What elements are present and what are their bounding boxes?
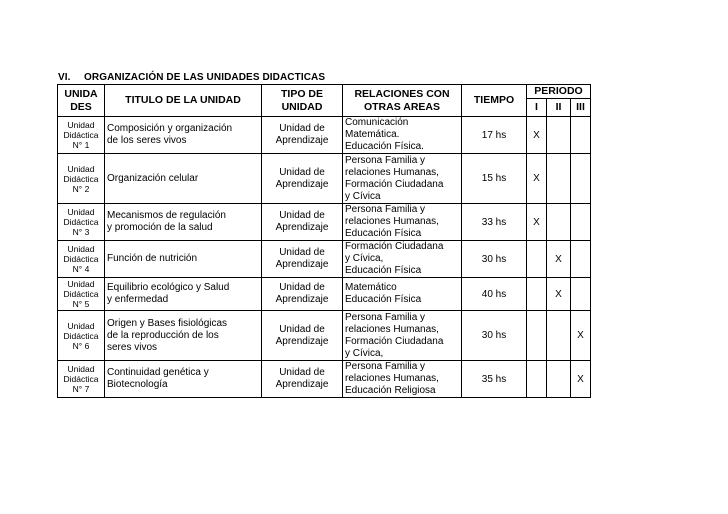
type-cell-line: Unidad de <box>279 323 325 335</box>
section-title: ORGANIZACIÓN DE LAS UNIDADES DIDACTICAS <box>84 72 326 83</box>
header-period-2: II <box>547 99 571 117</box>
units-table <box>57 84 591 398</box>
relations-cell <box>343 361 462 398</box>
table-row <box>58 204 591 241</box>
relations-cell-line: relaciones Humanas, <box>345 216 439 227</box>
unit-cell <box>58 204 105 241</box>
type-cell-line: Aprendizaje <box>275 178 329 190</box>
period-2-mark <box>547 361 571 398</box>
title-cell <box>105 241 262 278</box>
title-cell-line: y promoción de la salud <box>107 222 213 233</box>
period-2-mark <box>547 204 571 241</box>
relations-cell-line: Educación Física. <box>345 141 424 152</box>
relations-cell-line: relaciones Humanas, <box>345 323 439 335</box>
relations-cell-line: Comunicación <box>345 117 409 128</box>
title-cell <box>105 361 262 398</box>
title-cell-line: seres vivos <box>107 341 158 353</box>
type-cell-line: Aprendizaje <box>275 259 329 270</box>
unit-cell-line: N° 4 <box>72 264 90 274</box>
unit-cell <box>58 311 105 361</box>
time-cell: 17 hs <box>462 117 527 154</box>
relations-cell-line: Matemático <box>345 282 397 293</box>
time-cell: 40 hs <box>462 278 527 311</box>
header-type: TIPO DE UNIDAD <box>262 85 343 117</box>
title-cell <box>105 117 262 154</box>
type-cell-line: Aprendizaje <box>275 335 329 347</box>
type-cell <box>262 117 343 154</box>
title-cell <box>105 278 262 311</box>
unit-cell-line: N° 5 <box>72 299 90 309</box>
header-period-3: III <box>571 99 591 117</box>
type-cell-line: Unidad de <box>279 166 325 178</box>
header-unit: UNIDA DES <box>58 85 105 117</box>
period-1-mark <box>527 278 547 311</box>
unit-cell-line: Didáctica <box>63 130 99 140</box>
table-row <box>58 241 591 278</box>
period-1-mark <box>527 361 547 398</box>
unit-cell-line: Unidad <box>67 279 95 289</box>
relations-cell-line: y Cívica, <box>345 347 384 359</box>
period-3-mark <box>571 204 591 241</box>
type-cell-line: Aprendizaje <box>275 294 329 305</box>
unit-cell-line: N° 1 <box>72 140 90 150</box>
type-cell-line: Aprendizaje <box>275 379 329 390</box>
unit-cell-line: Unidad <box>67 244 95 254</box>
unit-cell-line: Didáctica <box>63 374 99 384</box>
relations-cell-line: y Cívica, <box>345 253 384 264</box>
title-cell-line: Mecanismos de regulación <box>107 210 226 221</box>
relations-cell-line: Educación Física <box>345 265 422 276</box>
title-cell-line: Origen y Bases fisiológicas <box>107 317 228 329</box>
time-cell: 35 hs <box>462 361 527 398</box>
section-heading <box>58 72 325 83</box>
period-3-mark: X <box>571 361 591 398</box>
title-cell-line: Composición y organización <box>107 123 233 134</box>
relations-cell-line: Matemática. <box>345 129 400 140</box>
unit-cell-line: Didáctica <box>63 254 99 264</box>
relations-cell-line: Persona Familia y <box>345 204 426 215</box>
table-row <box>58 154 591 204</box>
type-cell-line: Aprendizaje <box>275 135 329 146</box>
header-time: TIEMPO <box>462 85 527 117</box>
unit-cell-line: N° 3 <box>72 227 90 237</box>
time-cell: 30 hs <box>462 311 527 361</box>
relations-cell-line: Persona Familia y <box>345 311 426 323</box>
table-body <box>58 117 591 398</box>
type-cell-line: Unidad de <box>279 210 325 221</box>
period-3-mark <box>571 117 591 154</box>
title-cell-line: Equilibrio ecológico y Salud <box>107 282 230 293</box>
type-cell <box>262 204 343 241</box>
relations-cell-line: y Cívica <box>345 190 381 202</box>
unit-cell-line: N° 2 <box>72 183 90 194</box>
unit-cell-line: Unidad <box>67 120 95 130</box>
header-relations: RELACIONES CON OTRAS AREAS <box>343 85 462 117</box>
relations-cell-line: Formación Ciudadana <box>345 241 444 252</box>
type-cell-line: Unidad de <box>279 247 325 258</box>
period-1-mark: X <box>527 154 547 204</box>
relations-cell-line: Persona Familia y <box>345 361 426 372</box>
period-3-mark <box>571 278 591 311</box>
unit-cell <box>58 361 105 398</box>
unit-cell-line: Didáctica <box>63 173 99 184</box>
header-period-1: I <box>527 99 547 117</box>
unit-cell <box>58 241 105 278</box>
type-cell-line: Unidad de <box>279 367 325 378</box>
header-period: PERIODO <box>527 85 591 99</box>
relations-cell-line: Educación Física <box>345 294 422 305</box>
relations-cell-line: Educación Religiosa <box>345 385 436 396</box>
period-3-mark: X <box>571 311 591 361</box>
unit-cell-line: Didáctica <box>63 330 99 341</box>
time-cell: 15 hs <box>462 154 527 204</box>
unit-cell <box>58 278 105 311</box>
unit-cell-line: Unidad <box>67 364 95 374</box>
relations-cell <box>343 241 462 278</box>
header-title: TITULO DE LA UNIDAD <box>105 85 262 117</box>
table-row <box>58 117 591 154</box>
type-cell-line: Aprendizaje <box>275 222 329 233</box>
period-3-mark <box>571 241 591 278</box>
title-cell <box>105 311 262 361</box>
period-1-mark: X <box>527 117 547 154</box>
time-cell: 30 hs <box>462 241 527 278</box>
relations-cell-line: Formación Ciudadana <box>345 178 444 190</box>
title-cell-line: Función de nutrición <box>107 253 198 264</box>
title-cell-line: de la reproducción de los <box>107 329 219 341</box>
relations-cell <box>343 154 462 204</box>
relations-cell-line: Persona Familia y <box>345 154 426 166</box>
unit-cell-line: N° 6 <box>72 340 90 351</box>
unit-cell-line: Didáctica <box>63 289 99 299</box>
relations-cell-line: relaciones Humanas, <box>345 373 439 384</box>
relations-cell <box>343 311 462 361</box>
type-cell <box>262 154 343 204</box>
title-cell-line: Biotecnología <box>107 379 168 390</box>
period-3-mark <box>571 154 591 204</box>
type-cell <box>262 278 343 311</box>
title-cell-line: Organización celular <box>107 172 199 184</box>
period-1-mark <box>527 311 547 361</box>
period-1-mark <box>527 241 547 278</box>
relations-cell <box>343 204 462 241</box>
table-row <box>58 311 591 361</box>
table-row <box>58 278 591 311</box>
title-cell-line: Continuidad genética y <box>107 367 209 378</box>
period-2-mark <box>547 154 571 204</box>
type-cell-line: Unidad de <box>279 123 325 134</box>
unit-cell <box>58 154 105 204</box>
type-cell <box>262 241 343 278</box>
section-number: VI. <box>58 72 71 83</box>
relations-cell <box>343 117 462 154</box>
title-cell-line: de los seres vivos <box>107 135 187 146</box>
period-2-mark: X <box>547 241 571 278</box>
relations-cell <box>343 278 462 311</box>
relations-cell-line: Formación Ciudadana <box>345 335 444 347</box>
unit-cell <box>58 117 105 154</box>
type-cell <box>262 361 343 398</box>
type-cell <box>262 311 343 361</box>
period-2-mark <box>547 311 571 361</box>
relations-cell-line: relaciones Humanas, <box>345 166 439 178</box>
type-cell-line: Unidad de <box>279 282 325 293</box>
title-cell <box>105 204 262 241</box>
table-row <box>58 361 591 398</box>
unit-cell-line: Unidad <box>67 320 95 331</box>
unit-cell-line: Unidad <box>67 207 95 217</box>
time-cell: 33 hs <box>462 204 527 241</box>
period-1-mark: X <box>527 204 547 241</box>
period-2-mark: X <box>547 278 571 311</box>
unit-cell-line: Didáctica <box>63 217 99 227</box>
relations-cell-line: Educación Física <box>345 228 422 239</box>
unit-cell-line: N° 7 <box>72 384 90 394</box>
title-cell-line: y enfermedad <box>107 294 169 305</box>
period-2-mark <box>547 117 571 154</box>
title-cell <box>105 154 262 204</box>
unit-cell-line: Unidad <box>67 163 95 174</box>
